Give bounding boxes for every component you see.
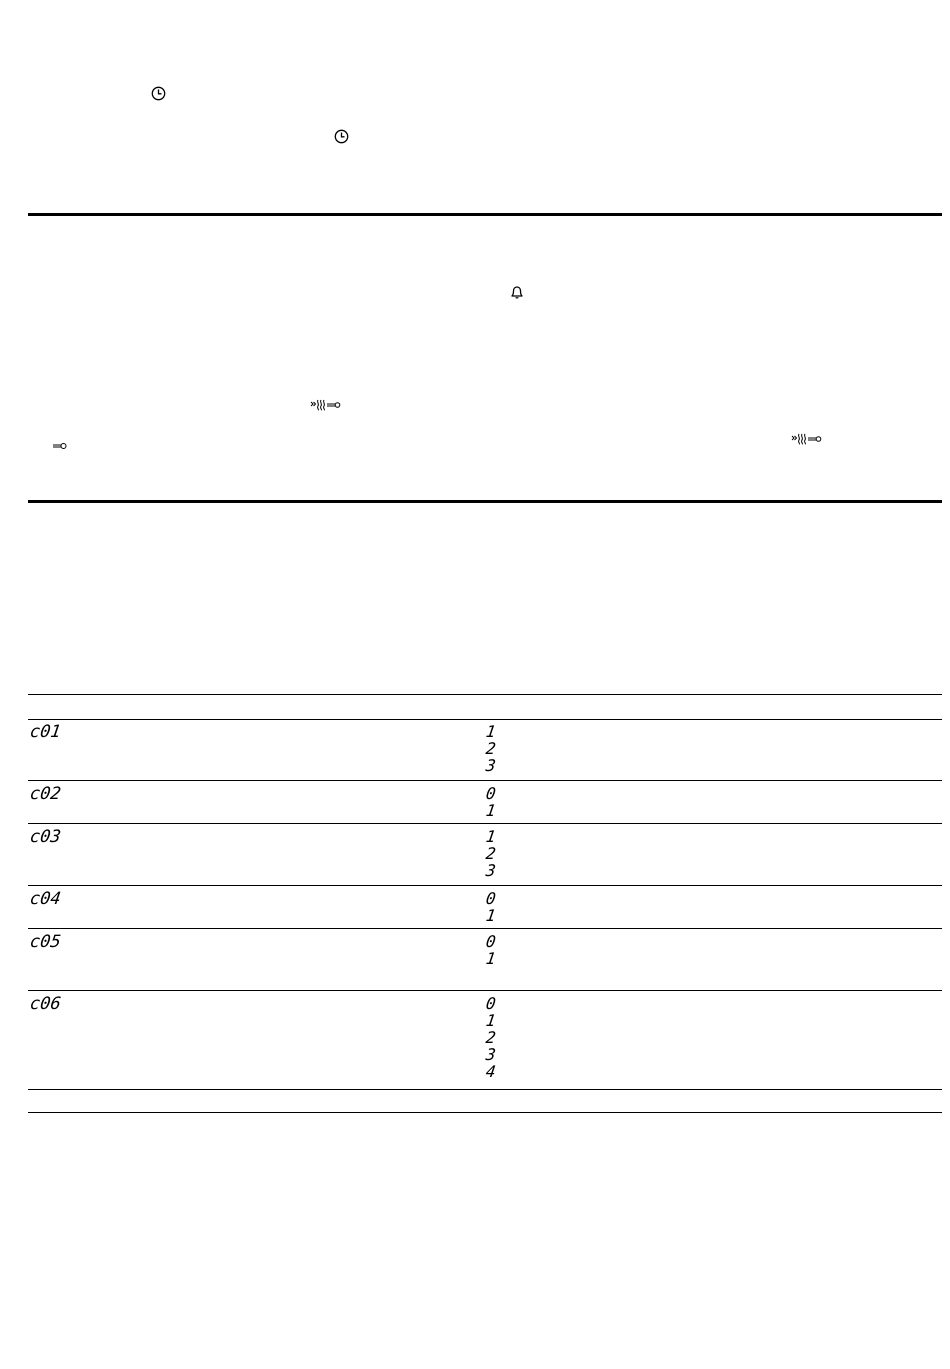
- setting-value: 1: [484, 827, 497, 846]
- row-divider: [28, 823, 942, 824]
- row-divider: [28, 928, 942, 929]
- setting-value: 1: [484, 722, 497, 741]
- clock-icon: [151, 86, 166, 101]
- table-header-top-rule: [28, 694, 942, 695]
- setting-value: 0: [484, 994, 497, 1013]
- setting-value: 1: [484, 801, 497, 820]
- row-divider: [28, 1089, 942, 1090]
- setting-value: 3: [484, 1045, 497, 1064]
- row-divider: [28, 885, 942, 886]
- setting-value: 4: [484, 1062, 497, 1081]
- row-divider: [28, 990, 942, 991]
- setting-values: [486, 723, 506, 774]
- section-divider: [28, 213, 942, 216]
- setting-values: [486, 828, 506, 879]
- setting-value: 1: [484, 949, 497, 968]
- setting-value: 2: [484, 739, 497, 758]
- key-icon: [52, 440, 68, 452]
- setting-code: c01: [28, 722, 63, 742]
- setting-values: [486, 890, 506, 924]
- setting-code: c06: [28, 994, 63, 1014]
- setting-code: c02: [28, 784, 63, 804]
- table-bottom-rule: [28, 1112, 942, 1113]
- setting-value: 0: [484, 932, 497, 951]
- setting-value: 1: [484, 1011, 497, 1030]
- setting-values: [486, 933, 506, 967]
- setting-code: c05: [28, 932, 63, 952]
- section-divider: [28, 500, 942, 503]
- setting-value: 2: [484, 844, 497, 863]
- setting-value: 0: [484, 889, 497, 908]
- setting-code: c04: [28, 889, 63, 909]
- heat-key-icon: [791, 432, 823, 446]
- heat-key-icon: [310, 398, 342, 412]
- setting-values: [486, 785, 506, 819]
- setting-values: [486, 995, 506, 1080]
- setting-code: c03: [28, 827, 63, 847]
- setting-value: 3: [484, 861, 497, 880]
- setting-value: 0: [484, 784, 497, 803]
- setting-value: 3: [484, 756, 497, 775]
- bell-icon: [509, 284, 525, 300]
- setting-value: 1: [484, 906, 497, 925]
- clock-icon: [334, 129, 349, 144]
- setting-value: 2: [484, 1028, 497, 1047]
- row-divider: [28, 780, 942, 781]
- table-header-bottom-rule: [28, 719, 942, 720]
